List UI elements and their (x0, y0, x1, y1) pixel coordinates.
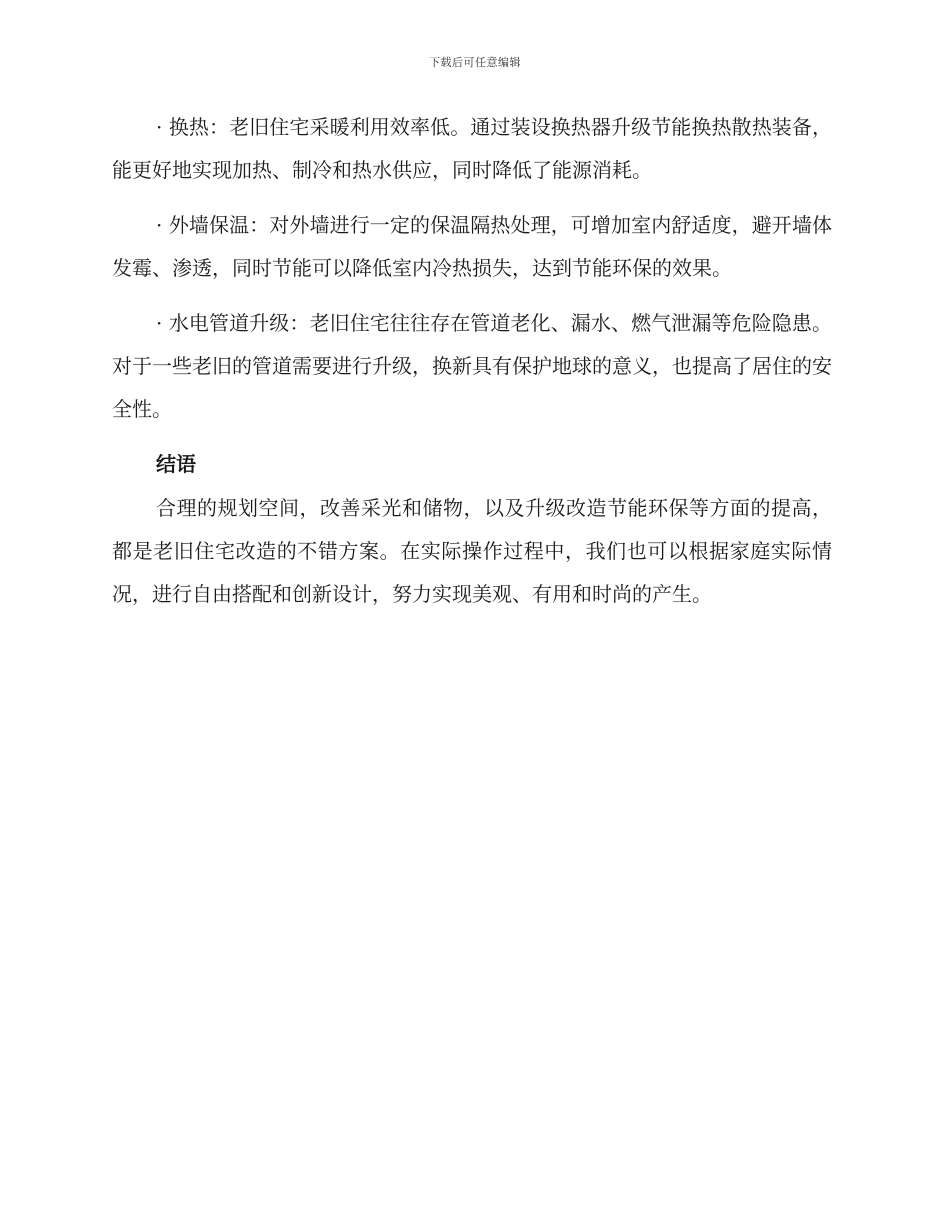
conclusion-paragraph: 合理的规划空间，改善采光和储物，以及升级改造节能环保等方面的提高，都是老旧住宅改造的不错方案。在实际操作过程中，我们也可以根据家庭实际情况，进行自由搭配和创新设计，努力实现美观、有用和时尚的产生。 (112, 496, 832, 606)
bullet-paragraph-plumbing-upgrade: · 水电管道升级：老旧住宅往往存在管道老化、漏水、燃气泄漏等危险隐患。对于一些老旧的管道需要进行升级，换新具有保护地球的意义，也提高了居住的安全性。 (112, 311, 832, 421)
bullet-paragraph-wall-insulation: · 外墙保温：对外墙进行一定的保温隔热处理，可增加室内舒适度，避开墙体发霉、渗透，同时节能可以降低室内冷热损失，达到节能环保的效果。 (112, 213, 832, 280)
page-header: 下载后可任意编辑 (429, 56, 521, 69)
conclusion-heading: 结语 (156, 452, 196, 476)
document-body (112, 106, 832, 628)
bullet-paragraph-heat-exchange: · 换热：老旧住宅采暖利用效率低。通过装设换热器升级节能换热散热装备，能更好地实现加热、制冷和热水供应，同时降低了能源消耗。 (112, 115, 832, 182)
